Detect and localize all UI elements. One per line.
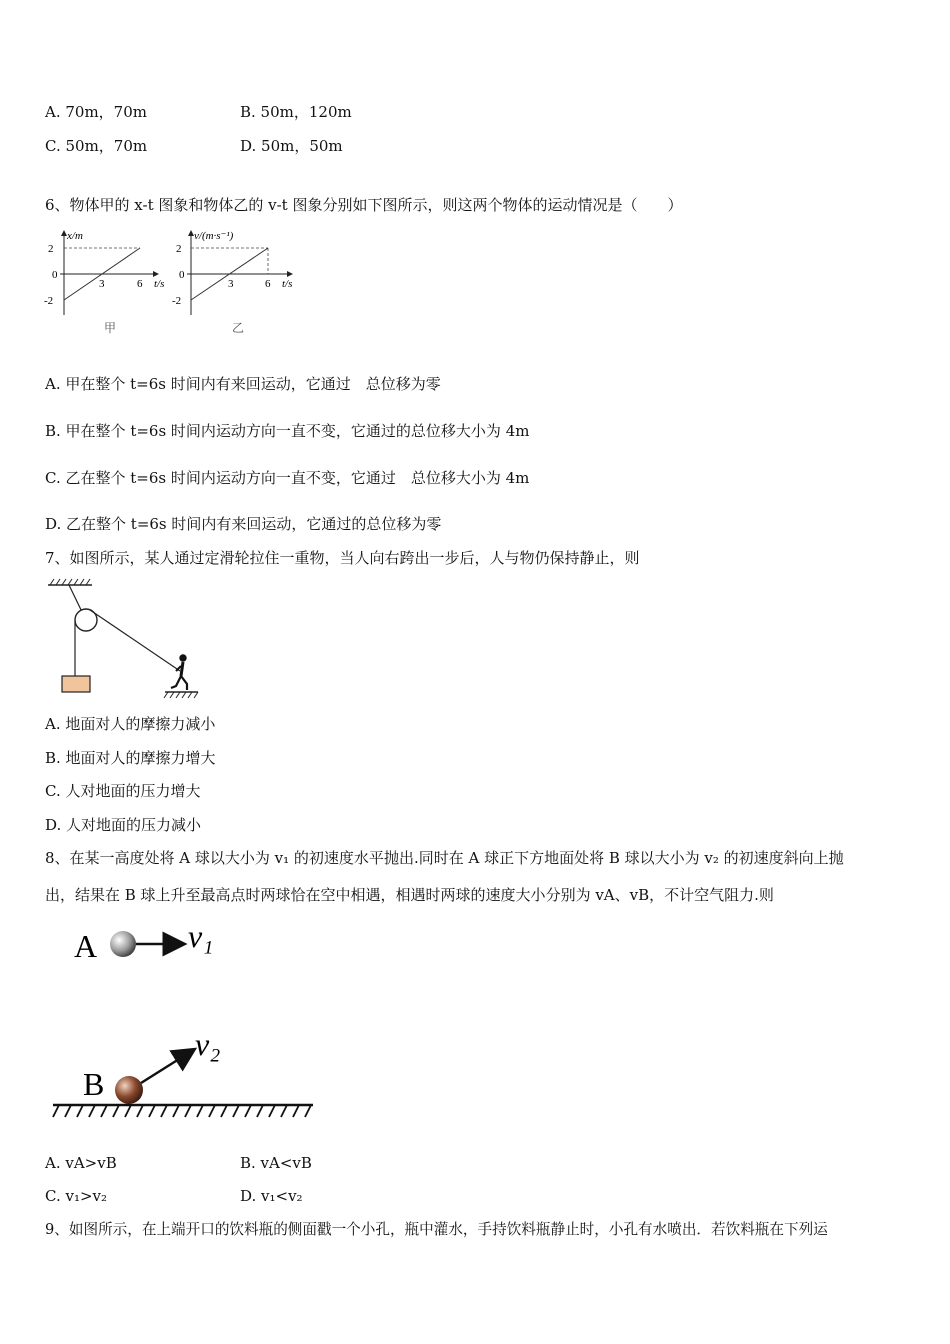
ball-b bbox=[115, 1076, 143, 1104]
y-axis-label: v/(m·s⁻¹) bbox=[194, 230, 234, 242]
ground-hatch bbox=[164, 692, 198, 698]
caption-jia: 甲 bbox=[104, 321, 117, 335]
q8-option-a: A. vA>vB bbox=[45, 1154, 117, 1172]
q6-option-b: B. 甲在整个 t=6s 时间内运动方向一直不变，它通过的总位移大小为 4m bbox=[45, 422, 530, 440]
tick-x-3: 3 bbox=[228, 278, 234, 290]
tick-y-0: 0 bbox=[179, 269, 185, 281]
tick-y-neg2: -2 bbox=[44, 295, 54, 307]
q7-option-b: B. 地面对人的摩擦力增大 bbox=[45, 749, 216, 767]
tick-y-2: 2 bbox=[48, 243, 54, 255]
y-axis-label: x/m bbox=[67, 230, 83, 242]
caption-yi: 乙 bbox=[232, 321, 245, 335]
q6-graph-jia bbox=[40, 225, 175, 340]
q7-option-a: A. 地面对人的摩擦力减小 bbox=[45, 715, 216, 733]
q8-ball-a-figure bbox=[70, 915, 240, 975]
q6-stem: 6、物体甲的 x-t 图象和物体乙的 v-t 图象分别如下图所示，则这两个物体的运动情况是（ ） bbox=[45, 196, 683, 214]
label-v1: v₁ bbox=[188, 918, 214, 954]
q6-option-a: A. 甲在整个 t=6s 时间内有来回运动，它通过 总位移为零 bbox=[45, 375, 441, 393]
tick-x-3: 3 bbox=[99, 278, 105, 290]
q8-stem-line2: 出，结果在 B 球上升至最高点时两球恰在空中相遇，相遇时两球的速度大小分别为 vA、vB，不计空气阻力.则 bbox=[45, 886, 774, 904]
label-a: A bbox=[74, 928, 98, 964]
tick-x-6: 6 bbox=[265, 278, 271, 290]
q7-option-d: D. 人对地面的压力减小 bbox=[45, 816, 202, 834]
ground-hatch bbox=[53, 1105, 311, 1117]
tick-y-0: 0 bbox=[52, 269, 58, 281]
q7-stem: 7、如图所示，某人通过定滑轮拉住一重物，当人向右跨出一步后，人与物仍保持静止，则 bbox=[45, 549, 640, 567]
tick-y-2: 2 bbox=[176, 243, 182, 255]
q5-option-b: B. 50m，120m bbox=[240, 103, 352, 121]
rope-slanted bbox=[90, 610, 180, 671]
weight-block bbox=[62, 676, 90, 692]
q9-stem: 9、如图所示，在上端开口的饮料瓶的侧面戳一个小孔，瓶中灌水，手持饮料瓶静止时，小孔有水喷出．若饮料瓶在下列运 bbox=[45, 1221, 828, 1238]
ball-a bbox=[110, 931, 136, 957]
q8-option-c: C. v₁>v₂ bbox=[45, 1187, 108, 1205]
q6-option-d: D. 乙在整个 t=6s 时间内有来回运动，它通过的总位移为零 bbox=[45, 515, 442, 533]
x-axis-label: t/s bbox=[282, 278, 293, 290]
q8-ball-b-figure bbox=[45, 1020, 325, 1130]
label-v2: v₂ bbox=[195, 1026, 221, 1062]
q6-option-c: C. 乙在整个 t=6s 时间内运动方向一直不变，它通过 总位移大小为 4m bbox=[45, 469, 530, 487]
q5-option-c: C. 50m，70m bbox=[45, 137, 148, 155]
q5-option-d: D. 50m，50m bbox=[240, 137, 343, 155]
q8-option-b: B. vA<vB bbox=[240, 1154, 312, 1172]
x-axis-label: t/s bbox=[154, 278, 165, 290]
q6-graph-yi bbox=[170, 225, 310, 340]
q8-option-d: D. v₁<v₂ bbox=[240, 1187, 303, 1205]
q8-stem-line1: 8、在某一高度处将 A 球以大小为 v₁ 的初速度水平抛出.同时在 A 球正下方地面处将 B 球以大小为 v₂ 的初速度斜向上抛 bbox=[45, 849, 844, 867]
tick-x-6: 6 bbox=[137, 278, 143, 290]
tick-y-neg2: -2 bbox=[172, 295, 182, 307]
arrow-v2 bbox=[141, 1049, 195, 1083]
q5-option-a: A. 70m，70m bbox=[45, 103, 147, 121]
label-b: B bbox=[83, 1066, 105, 1102]
q7-option-c: C. 人对地面的压力增大 bbox=[45, 782, 201, 800]
ceiling-hatch bbox=[50, 579, 90, 585]
q7-pulley-figure bbox=[40, 576, 220, 701]
person-icon bbox=[171, 655, 187, 690]
